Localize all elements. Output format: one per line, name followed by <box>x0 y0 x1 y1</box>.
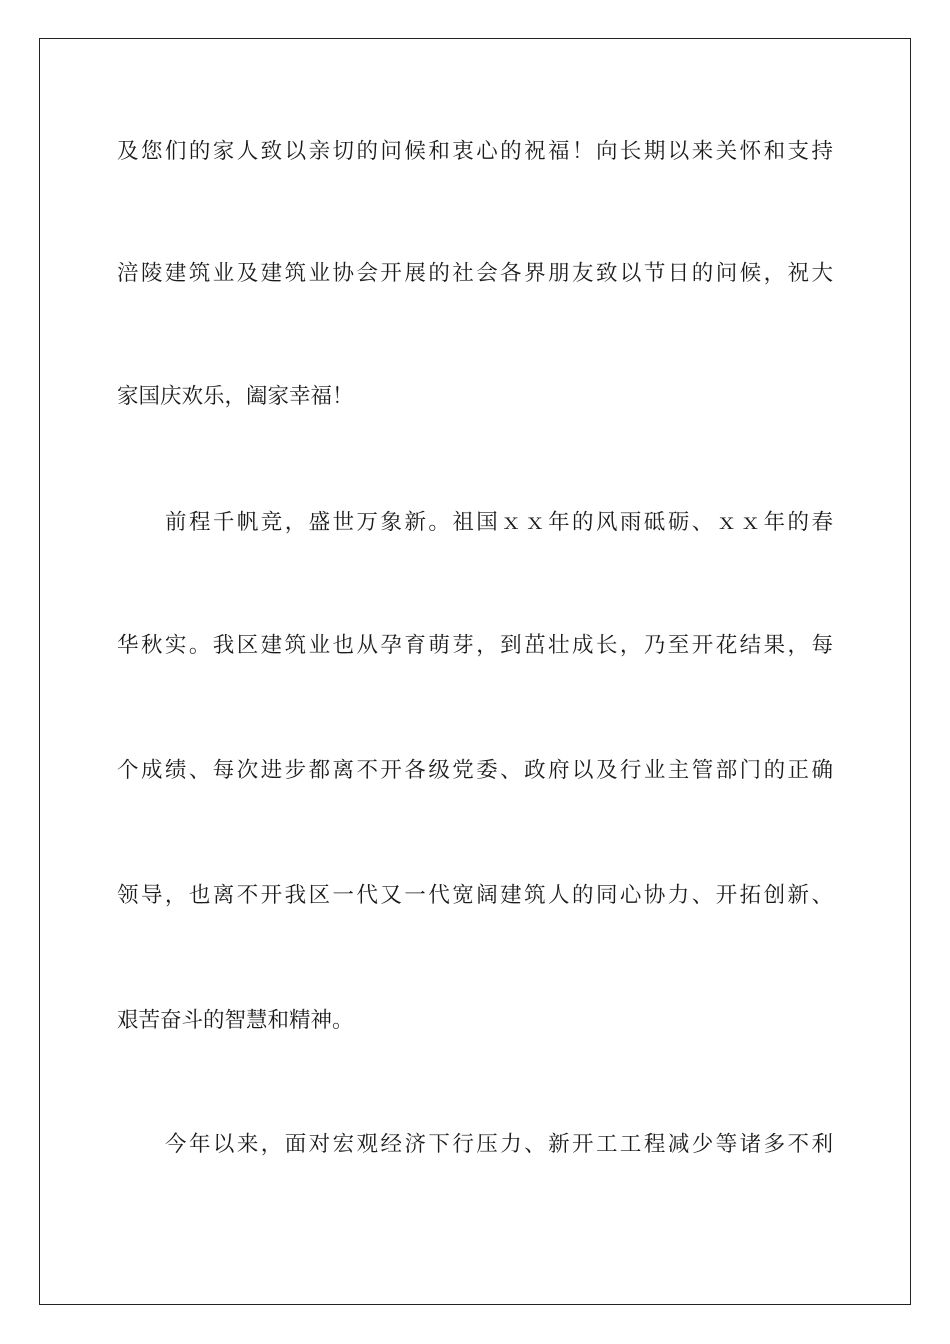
text-line-8: 艰苦奋斗的智慧和精神。 <box>117 1008 354 1033</box>
text-line-5: 华秋实。我区建筑业也从孕育萌芽，到茁壮成长，乃至开花结果，每 <box>117 633 833 658</box>
text-line-1: 及您们的家人致以亲切的问候和衷心的祝福！向长期以来关怀和支持 <box>117 139 833 164</box>
text-line-7: 领导，也离不开我区一代又一代宽阔建筑人的同心协力、开拓创新、 <box>117 883 833 908</box>
text-line-9: 今年以来，面对宏观经济下行压力、新开工工程减少等诸多不利 <box>165 1132 833 1157</box>
text-line-2: 涪陵建筑业及建筑业协会开展的社会各界朋友致以节日的问候，祝大 <box>117 261 833 286</box>
text-line-4: 前程千帆竞，盛世万象新。祖国ｘｘ年的风雨砥砺、ｘｘ年的春 <box>165 510 833 535</box>
text-line-6: 个成绩、每次进步都离不开各级党委、政府以及行业主管部门的正确 <box>117 758 833 783</box>
page-border <box>39 38 911 1305</box>
text-line-3: 家国庆欢乐，阖家幸福！ <box>117 384 354 409</box>
